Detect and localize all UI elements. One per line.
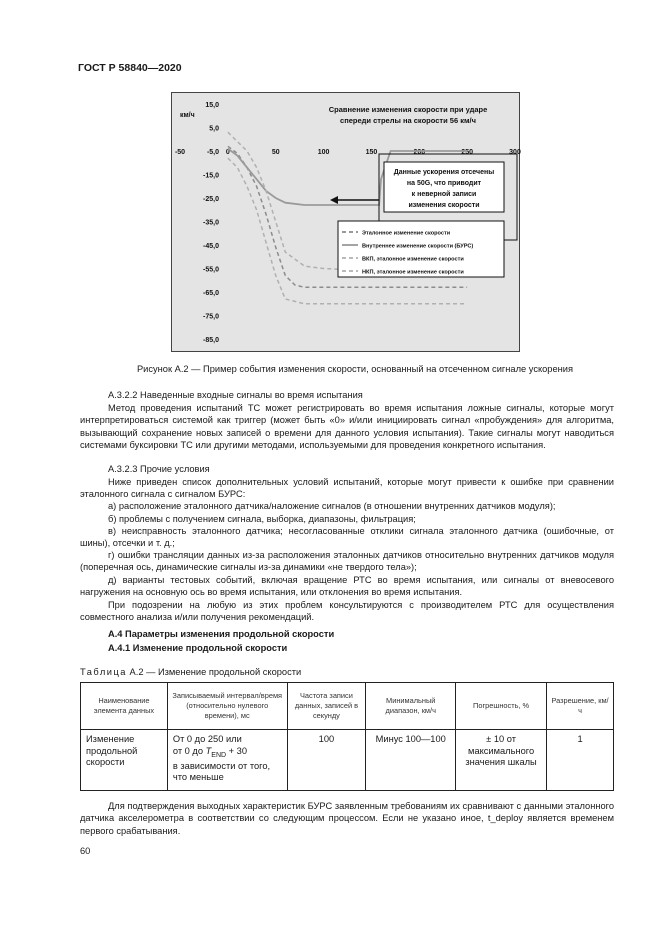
table-caption-prefix: Таблица	[80, 667, 127, 677]
annotation-line-1: Данные ускорения отсечены	[393, 169, 495, 176]
y-tick-label: 15,0	[205, 102, 219, 109]
list-item-d: г) ошибки трансляции данных из-за расположения эталонных датчиков относительно внутренних датчиков модуля (поперечная ось, динамические сигналы из-за динамики «не твердого тела»);	[80, 550, 614, 573]
list-item-e: д) варианты тестовых событий, включая вращение РТС во время испытания, или сигналы от вневосевого нагружения на основную ось во время испытания, или отклонения во время испытания.	[80, 575, 614, 598]
annotation-line-2: на 50G, что приводит	[406, 180, 482, 187]
list-item-c: в) неисправность эталонного датчика; несогласованные отклики сигнала эталонного датчика (ошибочные, от шины), отсечки и т. д.;	[80, 526, 614, 549]
x-tick-label: 100	[317, 149, 330, 156]
section-a322-title: А.3.2.2 Наведенные входные сигналы во время испытания	[108, 390, 363, 400]
section-a322-text: Метод проведения испытаний ТС может регистрировать во время испытания ложные сигналы, которые могут интерпретироваться системой как триггер (может быть «0» и/или инициировать сигнал «пробуждения» для алгоритма, вызывающий сохранение новых записей о времени для данного условия испытания). Такие сигналы могут наводиться системами буксировки ТС или другими методами, используемыми для проведения конкретного испытания.	[80, 403, 614, 450]
y-tick-label: -65,0	[203, 290, 219, 297]
chart-svg	[172, 93, 519, 351]
list-item-b: б) проблемы с получением сигнала, выборка, диапазоны, фильтрация;	[108, 514, 416, 524]
interval-t-subscript: END	[211, 751, 227, 759]
section-a323-intro: Ниже приведен список дополнительных условий испытаний, которые могут привести к ошибке при сравнении эталонного сигнала с сигналом БУРС:	[80, 477, 614, 500]
y-tick-label: -45,0	[203, 243, 219, 250]
x-tick-label: 300	[509, 149, 521, 156]
annotation-line-4: изменения скорости	[408, 202, 480, 209]
y-tick-label: 5,0	[209, 125, 219, 133]
x-tick-label: 0	[225, 149, 230, 156]
x-tick-label: 150	[365, 149, 378, 156]
x-tick-label: -50	[174, 149, 186, 156]
figure-caption: Рисунок А.2 — Пример события изменения скорости, основанный на отсеченном сигнале ускорения	[136, 364, 574, 374]
section-a323-title: А.3.2.3 Прочие условия	[108, 464, 210, 474]
interval-line-2	[173, 746, 282, 761]
document-header: ГОСТ Р 58840—2020	[78, 62, 182, 74]
interval-prefix: от 0 до	[172, 745, 206, 756]
x-tick-label: 250	[461, 149, 473, 156]
y-tick-label: -55,0	[203, 266, 219, 274]
section-a4-title: А.4 Параметры изменения продольной скорости	[108, 629, 335, 639]
table-row	[81, 730, 614, 791]
legend-label: НКП, эталонное изменение скорости	[362, 269, 464, 276]
cell-interval	[167, 730, 287, 791]
interval-t-symbol: T	[205, 745, 212, 756]
table-caption-title: А.2 — Изменение продольной скорости	[126, 667, 302, 677]
y-tick-label: -15,0	[203, 172, 219, 180]
y-tick-label: -35,0	[203, 219, 219, 227]
y-axis-label: км/ч	[180, 112, 195, 119]
cell-accuracy: ± 10 от максимального значения шкалы	[456, 730, 547, 791]
y-tick-label: -5,0	[206, 149, 219, 156]
table-header-cell: Разрешение, км/ч	[547, 683, 614, 730]
annotation-line-3: к неверной записи	[411, 191, 477, 198]
table-header-cell: Минимальный диапазон, км/ч	[366, 683, 456, 730]
list-item-a: а) расположение эталонного датчика/наложение сигналов (в отношении внутренних датчиков модуля);	[108, 501, 556, 511]
closing-paragraph: Для подтверждения выходных характеристик БУРС заявленным требованиям их сравнивают с данными эталонного датчика акселерометра в соответствии со следующим процессом. Если не указано иное, t_deploy является временем первого срабатывания.	[80, 801, 614, 836]
legend-label: Эталонное изменение скорости	[362, 230, 451, 237]
y-tick-label: -25,0	[203, 196, 219, 203]
x-tick-label: 200	[413, 149, 426, 156]
legend-label: Внутреннее изменение скорости (БУРС)	[362, 243, 474, 250]
table-header-cell: Погрешность, %	[456, 683, 547, 730]
table-header-cell: Наименование элемента данных	[81, 683, 168, 730]
cell-name: Изменение продольной скорости	[81, 730, 168, 791]
chart-title-line-1: Сравнение изменения скорости при ударе	[328, 105, 488, 114]
table-caption	[80, 667, 301, 677]
y-tick-label: -85,0	[203, 337, 219, 344]
annotation-arrowhead	[330, 196, 338, 204]
cell-resolution: 1	[547, 730, 614, 791]
interval-offset: + 30	[226, 745, 248, 756]
chart-title-line-2: спереди стрелы на скорости 56 км/ч	[340, 116, 476, 125]
section-a323-closing: При подозрении на любую из этих проблем консультируются с производителем РТС для осуществления совместного анализа и/или получения рекомендаций.	[80, 600, 614, 623]
y-tick-label: -75,0	[203, 313, 219, 321]
legend-label: ВКП, эталонное изменение скорости	[362, 256, 464, 263]
cell-range: Минус 100—100	[366, 730, 456, 791]
interval-line-3: в зависимости от того, что меньше	[172, 760, 271, 783]
section-a41-title: А.4.1 Изменение продольной скорости	[108, 643, 288, 653]
page-number: 60	[80, 846, 91, 856]
x-tick-label: 50	[271, 149, 280, 156]
data-table	[80, 682, 614, 791]
cell-rate: 100	[287, 730, 366, 791]
table-header-cell: Частота записи данных, записей в секунду	[287, 683, 366, 730]
table-header-cell: Записываемый интервал/время (относительно нулевого времени), мс	[167, 683, 287, 730]
table-header-row	[81, 683, 614, 730]
interval-line-1: От 0 до 250 или	[172, 734, 242, 744]
figure-chart	[171, 92, 520, 352]
